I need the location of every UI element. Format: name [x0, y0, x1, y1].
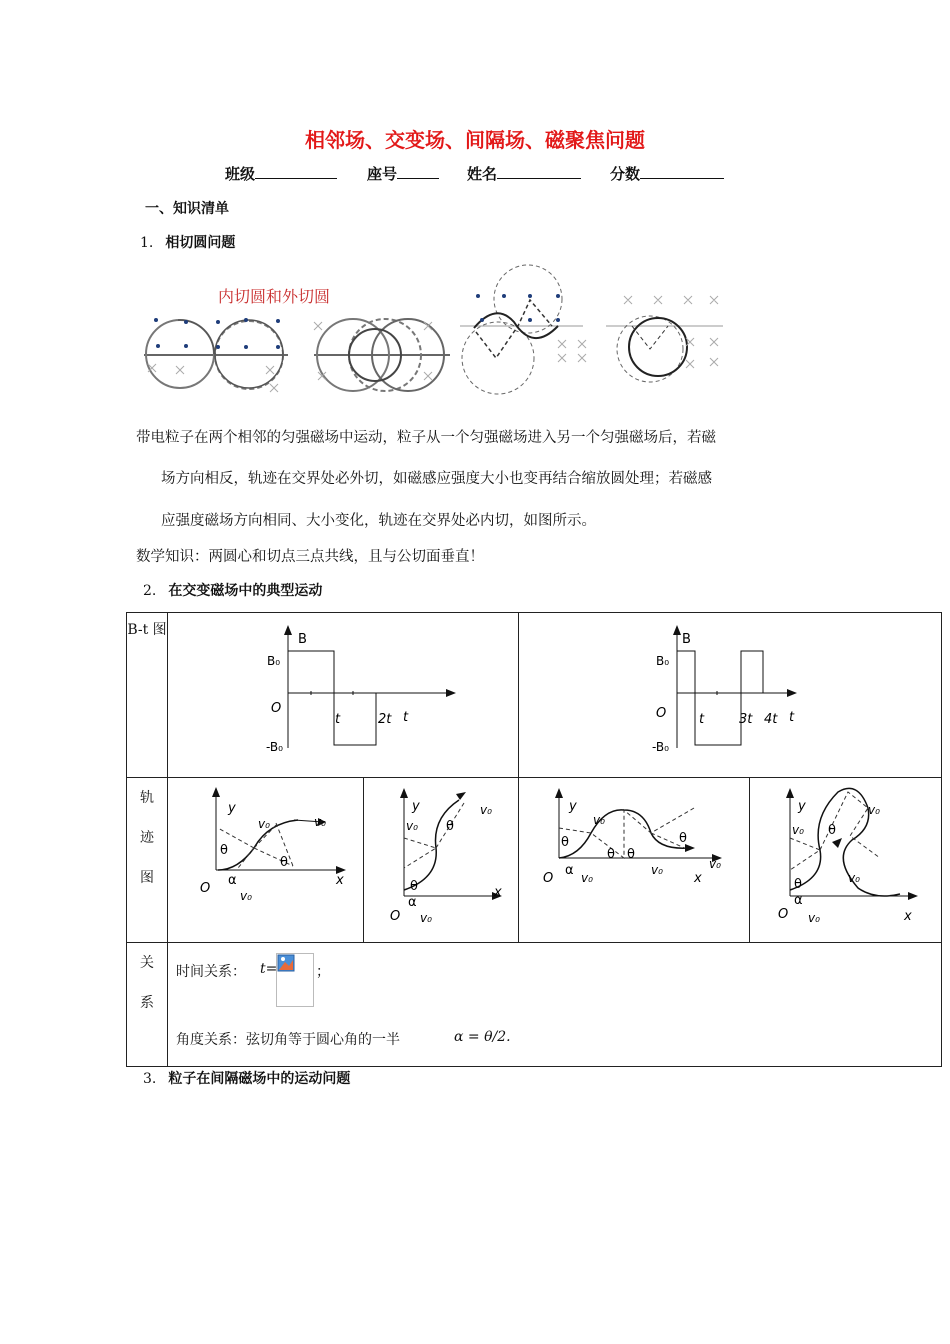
page-title: 相邻场、交变场、间隔场、磁聚焦问题: [305, 128, 645, 152]
broken-image-placeholder: [276, 953, 314, 1007]
item3-title: 粒子在间隔磁场中的运动问题: [168, 1071, 351, 1087]
trajectory-4-cell: [750, 778, 942, 943]
seat-field[interactable]: [367, 163, 439, 184]
svg-text:α: α: [565, 863, 574, 878]
class-field[interactable]: [225, 163, 337, 184]
math-note: 数学知识：两圆心和切点三点共线，且与公切面垂直！: [136, 549, 484, 565]
row-label-bt: B-t 图: [127, 613, 168, 778]
svg-text:O: O: [200, 881, 211, 896]
svg-text:θ: θ: [446, 819, 454, 834]
relation-cell: [168, 943, 942, 1067]
neg-b0-label: -B₀: [652, 740, 669, 754]
svg-text:O: O: [543, 871, 554, 886]
time-formula-var: t=: [260, 961, 278, 977]
seat-label: 座号: [367, 165, 398, 183]
item2-number: 2.: [143, 583, 157, 599]
item2-title: 在交变磁场中的典型运动: [168, 583, 323, 599]
tick-t: t: [335, 712, 341, 727]
section-heading: 一、知识清单: [145, 201, 229, 217]
svg-text:x: x: [904, 909, 912, 924]
svg-text:v₀: v₀: [406, 819, 418, 833]
panel-3: [460, 265, 583, 394]
score-blank[interactable]: [640, 164, 724, 179]
bt-graph-2-cell: [519, 613, 942, 778]
svg-text:α: α: [794, 893, 803, 908]
svg-text:x: x: [494, 885, 502, 900]
neg-b0-label: -B₀: [266, 740, 283, 754]
axis-b-label: B: [682, 632, 691, 647]
bt-graph-1-cell: [168, 613, 519, 778]
svg-text:v₀: v₀: [792, 823, 804, 837]
svg-text:y: y: [569, 799, 577, 814]
name-blank[interactable]: [497, 164, 581, 179]
time-formula-end: ；: [316, 964, 330, 980]
b0-label: B₀: [267, 654, 281, 668]
alternating-field-table: [126, 612, 942, 1067]
tangent-circles-figure: [138, 262, 728, 398]
svg-text:v₀: v₀: [848, 871, 860, 885]
item1-number: 1.: [140, 235, 154, 251]
figure-label: 内切圆和外切圆: [218, 287, 331, 306]
svg-text:θ: θ: [280, 855, 288, 870]
row-label-trajectory: 轨 迹 图: [127, 778, 168, 943]
trajectory-3-cell: [519, 778, 750, 943]
svg-text:θ: θ: [679, 831, 687, 846]
paragraph-line-2: 场方向相反，轨迹在交界处必外切，如磁感应强度大小也变再结合缩放圆处理；若磁感: [161, 471, 712, 487]
seat-blank[interactable]: [397, 164, 439, 179]
score-label: 分数: [610, 165, 641, 183]
item1-title: 相切圆问题: [165, 235, 236, 251]
panel-4: [606, 316, 723, 382]
trajectory-1-cell: [168, 778, 364, 943]
svg-text:v₀: v₀: [709, 857, 721, 871]
angle-relation-label: 角度关系：弦切角等于圆心角的一半: [176, 1032, 400, 1048]
name-field[interactable]: [467, 163, 581, 184]
trajectory-2-cell: [364, 778, 519, 943]
item1-heading: [140, 232, 235, 252]
origin-label: O: [656, 706, 667, 721]
paragraph-line-3: 应强度磁场方向相同、大小变化，轨迹在交界处必内切，如图所示。: [161, 513, 596, 529]
axis-t-label: t: [789, 710, 795, 725]
svg-text:θ: θ: [561, 835, 569, 850]
item3-number: 3.: [143, 1071, 157, 1087]
trajectory-2: [364, 778, 518, 938]
svg-text:O: O: [390, 909, 401, 924]
name-label: 姓名: [467, 165, 498, 183]
item2-heading: [143, 580, 322, 600]
svg-text:x: x: [694, 871, 702, 886]
svg-text:θ: θ: [410, 879, 418, 894]
tick-3t: 3t: [739, 712, 753, 727]
origin-label: O: [271, 701, 282, 716]
svg-text:α: α: [228, 873, 237, 888]
panel-2: [314, 319, 450, 391]
paragraph-line-1: 带电粒子在两个相邻的匀强磁场中运动，粒子从一个匀强磁场进入另一个匀强磁场后，若磁: [136, 430, 716, 446]
tick-4t: 4t: [764, 712, 778, 727]
svg-text:θ: θ: [828, 823, 836, 838]
class-blank[interactable]: [255, 164, 337, 179]
row-label-relation: 关 系: [127, 943, 168, 1067]
svg-text:v₀: v₀: [593, 813, 605, 827]
item3-heading: [143, 1068, 350, 1088]
svg-text:v₀: v₀: [420, 911, 432, 925]
svg-text:y: y: [228, 801, 236, 816]
panel-1: [144, 320, 288, 389]
time-relation-label: 时间关系：: [176, 964, 246, 980]
score-field[interactable]: [610, 163, 724, 184]
trajectory-3: [519, 778, 749, 938]
class-label: 班级: [225, 165, 256, 183]
svg-text:v₀: v₀: [314, 815, 326, 829]
trajectory-1: [168, 778, 363, 938]
svg-text:v₀: v₀: [240, 889, 252, 903]
svg-text:v₀: v₀: [258, 817, 270, 831]
trajectory-4: [750, 778, 941, 938]
tick-t: t: [699, 712, 705, 727]
axis-b-label: B: [298, 632, 307, 647]
bt-graph-1: [168, 613, 517, 773]
svg-text:v₀: v₀: [868, 803, 880, 817]
svg-text:α: α: [408, 895, 417, 910]
svg-text:θ: θ: [607, 847, 615, 862]
svg-text:O: O: [778, 907, 789, 922]
svg-text:v₀: v₀: [651, 863, 663, 877]
svg-text:v₀: v₀: [480, 803, 492, 817]
svg-text:x: x: [336, 873, 344, 888]
svg-text:y: y: [798, 799, 806, 814]
svg-text:θ: θ: [627, 847, 635, 862]
svg-text:θ: θ: [794, 877, 802, 892]
svg-text:θ: θ: [220, 843, 228, 858]
tick-2t: 2t: [378, 712, 392, 727]
svg-text:v₀: v₀: [581, 871, 593, 885]
axis-t-label: t: [403, 710, 409, 725]
b0-label: B₀: [656, 654, 670, 668]
svg-text:v₀: v₀: [808, 911, 820, 925]
image-icon: [277, 954, 295, 972]
bt-graph-2: [519, 613, 940, 773]
svg-text:y: y: [412, 799, 420, 814]
angle-formula: α = θ/2.: [454, 1029, 511, 1045]
